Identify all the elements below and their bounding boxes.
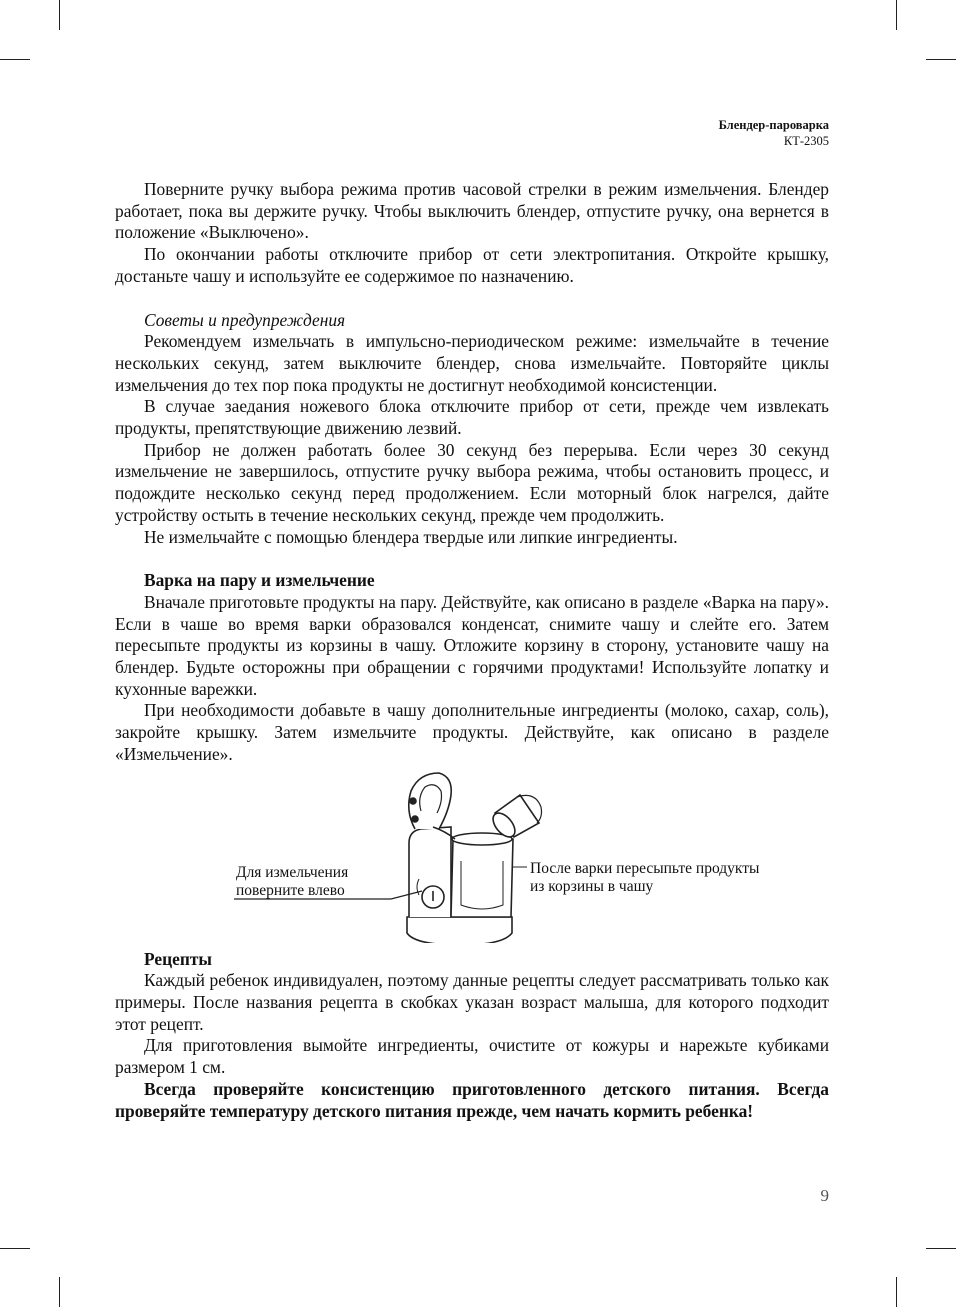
page-number: 9	[820, 1186, 829, 1205]
running-header	[719, 117, 829, 149]
paragraph: Каждый ребенок индивидуален, поэтому данные рецепты следует рассматривать только как примеры. После названия рецепта в скобках указан возраст малыша, для которого подходит этот рецепт.	[115, 970, 829, 1034]
warning-paragraph: Всегда проверяйте консистенцию приготовленного детского питания. Всегда проверяйте температуру детского питания прежде, чем начать кормить ребенка!	[115, 1078, 829, 1121]
tips-heading: Советы и предупреждения	[144, 309, 346, 330]
caption-right-line: из корзины в чашу	[530, 877, 654, 895]
page-content	[115, 179, 829, 1122]
blender-illustration	[115, 771, 829, 943]
steaming-heading: Варка на пару и измельчение	[144, 570, 375, 591]
paragraph: В случае заедания ножевого блока отключите прибор от сети, прежде чем извлекать продукты, препятствующие движению лезвий.	[115, 396, 829, 439]
header-title: Блендер-пароварка	[718, 118, 829, 132]
crop-mark	[0, 59, 30, 60]
recipes-heading: Рецепты	[144, 948, 212, 969]
paragraph: Для приготовления вымойте ингредиенты, очистите от кожуры и нарежьте кубиками размером 1 см.	[115, 1035, 829, 1078]
paragraph: Поверните ручку выбора режима против часовой стрелки в режим измельчения. Блендер работает, пока вы держите ручку. Чтобы выключить блендер, отпустите ручку, она вернется в положение «Выключено».	[115, 179, 829, 243]
crop-mark	[896, 0, 897, 30]
caption-left	[236, 864, 348, 900]
crop-mark	[0, 1248, 30, 1249]
crop-mark	[59, 1277, 60, 1307]
crop-mark	[896, 1277, 897, 1307]
caption-left-line: поверните влево	[236, 881, 345, 899]
caption-right-line: После варки пересыпьте продукты	[530, 859, 760, 877]
paragraph: Прибор не должен работать более 30 секунд без перерыва. Если через 30 секунд измельчение не завершилось, отпустите ручку выбора режима, чтобы остановить процесс, и подождите несколько секунд перед продолжением. Если моторный блок нагрелся, дайте устройству остыть в течение нескольких секунд, прежде чем продолжить.	[115, 439, 829, 525]
caption-right	[530, 860, 759, 896]
caption-left-line: Для измельчения	[236, 863, 349, 881]
crop-mark	[926, 1248, 956, 1249]
crop-mark	[926, 59, 956, 60]
header-model: КТ-2305	[783, 134, 829, 148]
blender-drawing	[115, 771, 829, 943]
paragraph: Вначале приготовьте продукты на пару. Действуйте, как описано в разделе «Варка на пару». Если в чаше во время варки образовался конденсат, снимите чашу и слейте его. Затем пересыпьте продукты из корзины в чашу. Отложите корзину в сторону, установите чашу на блендер. Будьте осторожны при обращении с горячими продуктами! Используйте лопатку и кухонные варежки.	[115, 591, 829, 699]
paragraph: По окончании работы отключите прибор от сети электропитания. Откройте крышку, достаньте чашу и используйте ее содержимое по назначению.	[115, 244, 829, 286]
paragraph: Рекомендуем измельчать в импульсно-периодическом режиме: измельчайте в течение нескольких секунд, затем выключите блендер, снова измельчайте. Повторяйте циклы измельчения до тех пор пока продукты не достигнут необходимой консистенции.	[115, 331, 829, 395]
paragraph: При необходимости добавьте в чашу дополнительные ингредиенты (молоко, сахар, соль), закройте крышку. Затем измельчите продукты. Действуйте, как описано в разделе «Измельчение».	[115, 700, 829, 764]
crop-mark	[59, 0, 60, 30]
paragraph: Не измельчайте с помощью блендера твердые или липкие ингредиенты.	[144, 526, 678, 547]
